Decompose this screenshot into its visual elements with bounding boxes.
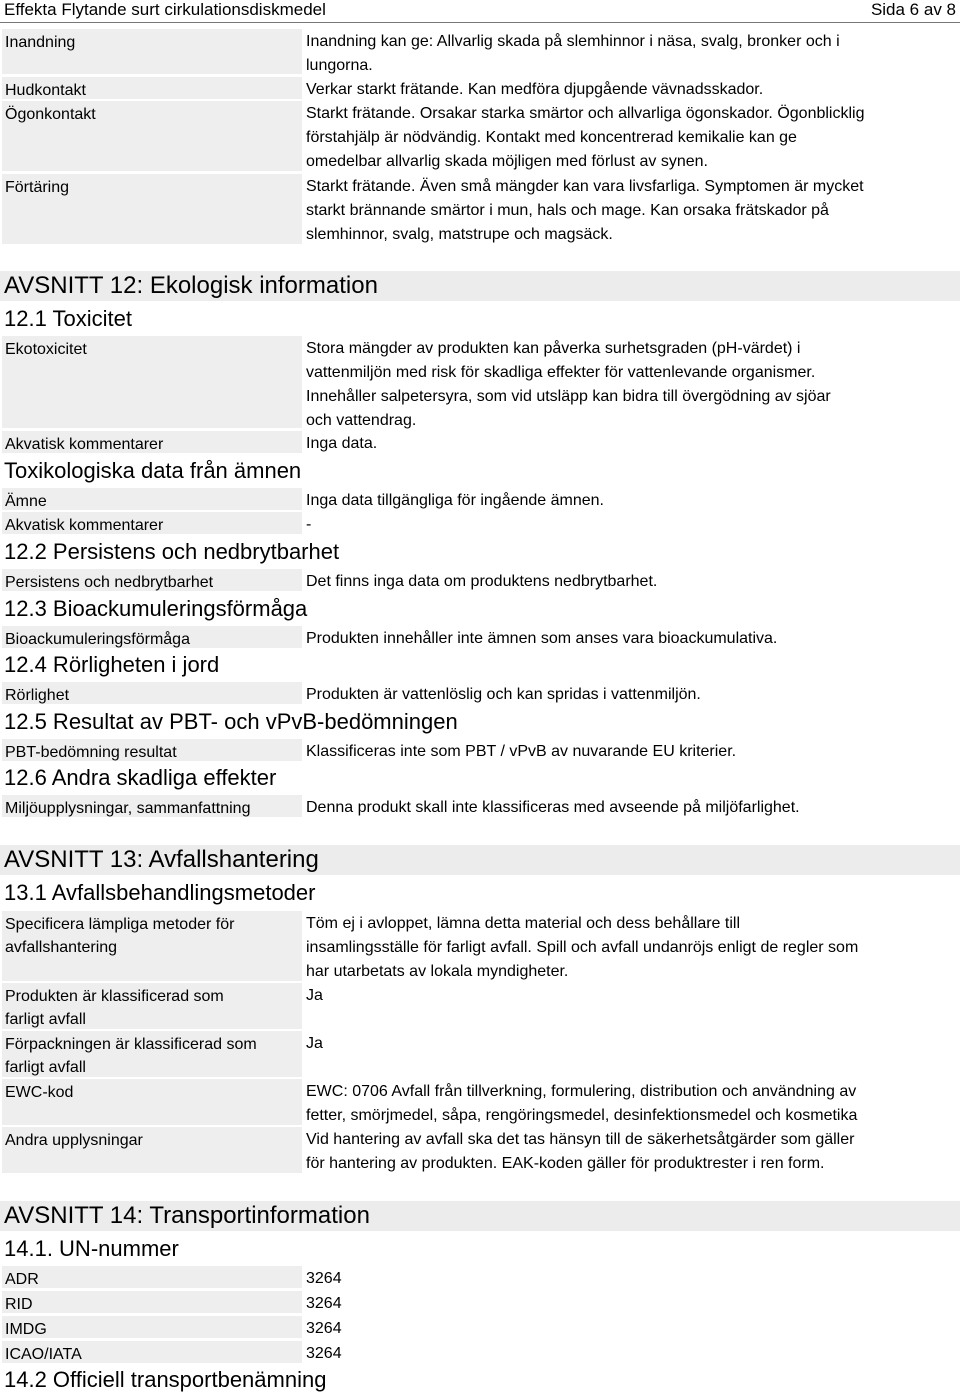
value-aquatic-comments-2 — [306, 512, 946, 537]
text-line: vattenmiljön med risk för skadliga effekter för vattenlevande organismer. — [306, 364, 816, 381]
value-other-information — [306, 1127, 946, 1176]
label-line: Andra upplysningar — [5, 1132, 143, 1149]
value-packaging-hazardous-waste — [306, 1031, 946, 1056]
page-number: Sida 6 av 8 — [870, 0, 956, 19]
label-rid: RID — [2, 1291, 302, 1313]
value-skin-contact — [306, 77, 946, 102]
label-eye-contact: Ögonkontakt — [2, 101, 302, 171]
label-line: Förpackningen är klassificerad som — [5, 1036, 257, 1053]
value-ecotoxicity — [306, 336, 946, 433]
label-inhalation: Inandning — [2, 29, 302, 74]
label-line: Produkten är klassificerad som — [5, 988, 224, 1005]
value-substance — [306, 488, 946, 513]
value-adr — [306, 1266, 946, 1291]
heading-14-1: 14.1. UN-nummer — [4, 1236, 179, 1261]
label-aquatic-comments-2: Akvatisk kommentarer — [2, 512, 302, 534]
value-eye-contact — [306, 101, 946, 174]
text-line: 3264 — [306, 1320, 342, 1337]
text-line: Innehåller salpetersyra, som vid utsläpp kan bidra till övergödning av sjöar — [306, 388, 831, 405]
value-imdg — [306, 1316, 946, 1341]
text-line: Produkten är vattenlöslig och kan spridas i vattenmiljön. — [306, 686, 701, 703]
value-disposal-methods — [306, 911, 946, 984]
text-line: Verkar starkt frätande. Kan medföra djupgående vävnadsskador. — [306, 81, 764, 98]
text-line: Ja — [306, 987, 323, 1004]
section-13-title: AVSNITT 13: Avfallshantering — [0, 845, 960, 875]
value-pbt — [306, 739, 946, 764]
value-ingestion — [306, 174, 946, 247]
text-line: starkt brännande smärtor i mun, hals och mage. Kan orsaka frätskador på — [306, 202, 829, 219]
value-bioaccumulation — [306, 626, 946, 651]
label-disposal-methods — [2, 911, 302, 981]
text-line: förstahjälp är nödvändig. Kontakt med koncentrerad kemikalie kan ge — [306, 129, 797, 146]
text-line: Denna produkt skall inte klassificeras med avseende på miljöfarlighet. — [306, 799, 800, 816]
document-title: Effekta Flytande surt cirkulationsdiskmedel — [4, 0, 326, 19]
value-persistence — [306, 569, 946, 594]
text-line: Starkt frätande. Orsakar starka smärtor och allvarliga ögonskador. Ögonblicklig — [306, 105, 865, 122]
text-line: slemhinnor, svalg, matstrupe och magsäck. — [306, 226, 613, 243]
label-adr: ADR — [2, 1266, 302, 1288]
value-mobility — [306, 682, 946, 707]
value-ewc-code — [306, 1079, 946, 1128]
label-skin-contact: Hudkontakt — [2, 77, 302, 99]
label-line: Specificera lämpliga metoder för — [5, 916, 235, 933]
heading-12-1: 12.1 Toxicitet — [4, 306, 133, 331]
label-packaging-hazardous-waste — [2, 1031, 302, 1077]
value-product-hazardous-waste — [306, 983, 946, 1008]
label-product-hazardous-waste — [2, 983, 302, 1029]
label-icao-iata: ICAO/IATA — [2, 1341, 302, 1363]
label-mobility: Rörlighet — [2, 682, 302, 704]
label-ewc-code — [2, 1079, 302, 1125]
text-line: Det finns inga data om produktens nedbrytbarhet. — [306, 573, 658, 590]
value-environment-summary — [306, 795, 946, 820]
text-line: Inandning kan ge: Allvarlig skada på slemhinnor i näsa, svalg, bronker och i — [306, 33, 840, 50]
label-other-information — [2, 1127, 302, 1173]
label-ecotoxicity: Ekotoxicitet — [2, 336, 302, 428]
text-line: Ja — [306, 1035, 323, 1052]
heading-12-4: 12.4 Rörligheten i jord — [4, 652, 220, 677]
value-inhalation — [306, 29, 946, 78]
text-line: - — [306, 516, 312, 533]
text-line: Inga data. — [306, 435, 378, 452]
heading-13-1: 13.1 Avfallsbehandlingsmetoder — [4, 880, 316, 905]
label-line: avfallshantering — [5, 939, 118, 956]
label-line: EWC-kod — [5, 1084, 74, 1101]
label-aquatic-comments: Akvatisk kommentarer — [2, 431, 302, 453]
label-line: farligt avfall — [5, 1011, 86, 1028]
text-line: Töm ej i avloppet, lämna detta material och dess behållare till — [306, 915, 740, 932]
label-imdg: IMDG — [2, 1316, 302, 1338]
heading-12-5: 12.5 Resultat av PBT- och vPvB-bedömningen — [4, 709, 458, 734]
text-line: Stora mängder av produkten kan påverka surhetsgraden (pH-värdet) i — [306, 340, 801, 357]
text-line: har utarbetats av lokala myndigheter. — [306, 963, 569, 980]
text-line: Vid hantering av avfall ska det tas hänsyn till de säkerhetsåtgärder som gäller — [306, 1131, 855, 1148]
text-line: Inga data tillgängliga för ingående ämnen. — [306, 492, 604, 509]
text-line: Klassificeras inte som PBT / vPvB av nuvarande EU kriterier. — [306, 743, 737, 760]
text-line: Produkten innehåller inte ämnen som anses vara bioackumulativa. — [306, 630, 778, 647]
text-line: lungorna. — [306, 57, 373, 74]
text-line: 3264 — [306, 1270, 342, 1287]
value-rid — [306, 1291, 946, 1316]
value-icao-iata — [306, 1341, 946, 1366]
text-line: 3264 — [306, 1295, 342, 1312]
label-line: farligt avfall — [5, 1059, 86, 1076]
text-line: EWC: 0706 Avfall från tillverkning, formulering, distribution och användning av — [306, 1083, 857, 1100]
text-line: insamlingsställe för farligt avfall. Spill och avfall undanröjs enligt de regler som — [306, 939, 859, 956]
text-line: 3264 — [306, 1345, 342, 1362]
text-line: fetter, smörjmedel, såpa, rengöringsmedel, desinfektionsmedel och kosmetika — [306, 1107, 858, 1124]
heading-12-6: 12.6 Andra skadliga effekter — [4, 765, 277, 790]
label-ingestion: Förtäring — [2, 174, 302, 244]
section-12-title: AVSNITT 12: Ekologisk information — [0, 271, 960, 301]
page-header — [0, 0, 960, 23]
label-substance: Ämne — [2, 488, 302, 510]
heading-tox-data: Toxikologiska data från ämnen — [4, 458, 302, 483]
section-14-title: AVSNITT 14: Transportinformation — [0, 1201, 960, 1231]
value-aquatic-comments — [306, 431, 946, 456]
text-line: och vattendrag. — [306, 412, 417, 429]
heading-14-2: 14.2 Officiell transportbenämning — [4, 1367, 327, 1392]
label-environment-summary: Miljöupplysningar, sammanfattning — [2, 795, 302, 817]
text-line: för hantering av produkten. EAK-koden gäller för produktrester i ren form. — [306, 1155, 825, 1172]
label-persistence: Persistens och nedbrytbarhet — [2, 569, 302, 591]
heading-12-2: 12.2 Persistens och nedbrytbarhet — [4, 539, 340, 564]
text-line: omedelbar allvarlig skada möjligen med förlust av synen. — [306, 153, 708, 170]
label-bioaccumulation: Bioackumuleringsförmåga — [2, 626, 302, 648]
label-pbt: PBT-bedömning resultat — [2, 739, 302, 761]
text-line: Starkt frätande. Även små mängder kan vara livsfarliga. Symptomen är mycket — [306, 178, 864, 195]
heading-12-3: 12.3 Bioackumuleringsförmåga — [4, 596, 308, 621]
